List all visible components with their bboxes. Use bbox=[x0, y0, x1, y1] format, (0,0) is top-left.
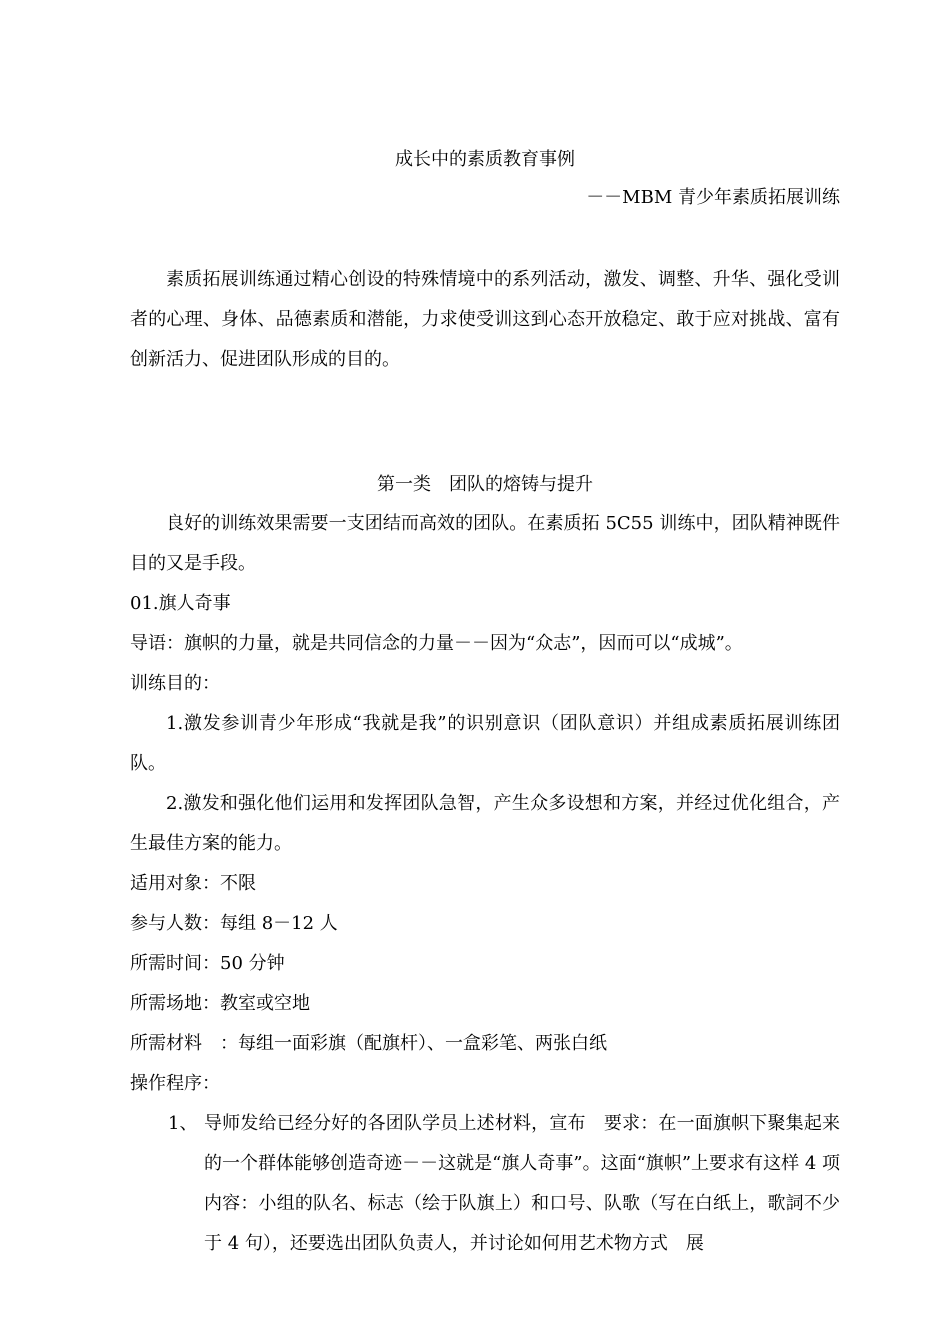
item-title: 01.旗人奇事 bbox=[130, 593, 231, 614]
step-text: 导师发给已经分好的各团队学员上述材料，宣布 要求：在一面旗帜下聚集起来的一个群体能够创造奇迹－－这就是“旗人奇事”。这面“旗帜”上要求有这样 4 项内容：小组的队名、标志（绘于队旗上）和口号、队歌（写在白纸上，歌詞不少于 4 句），还要选出团队负责人，并讨论如何用艺术物方式 展 bbox=[204, 1113, 840, 1254]
section-title: 第一类 团队的熔铸与提升 bbox=[377, 474, 593, 495]
lead-paragraph: 导语：旗帜的力量，就是共同信念的力量－－因为“众志”，因而可以“成城”。 bbox=[130, 633, 743, 654]
goals-label: 训练目的： bbox=[130, 673, 220, 694]
materials-line: 所需材料 ：每组一面彩旗（配旗杆）、一盒彩笔、两张白纸 bbox=[130, 1033, 607, 1054]
procedure-step-1 bbox=[130, 1104, 840, 1264]
target-line: 适用对象：不限 bbox=[130, 873, 256, 894]
section-intro-paragraph: 良好的训练效果需要一支团结而高效的团队。在素质拓 5C55 训练中，团队精神既件目的又是手段。 bbox=[130, 513, 840, 574]
document-title: 成长中的素质教育事例 bbox=[395, 149, 575, 170]
venue-line: 所需场地：教室或空地 bbox=[130, 993, 310, 1014]
document-page bbox=[130, 140, 840, 1264]
procedure-label: 操作程序： bbox=[130, 1073, 220, 1094]
people-line: 参与人数：每组 8－12 人 bbox=[130, 913, 338, 934]
goal-item-2: 2.激发和强化他们运用和发挥团队急智，产生众多设想和方案，并经过优化组合，产生最佳方案的能力。 bbox=[130, 793, 840, 854]
intro-paragraph: 素质拓展训练通过精心创设的特殊情境中的系列活动，激发、调整、升华、强化受训者的心理、身体、品德素质和潜能，力求使受训这到心态开放稳定、敢于应对挑战、富有创新活力、促进团队形成的目的。 bbox=[130, 269, 840, 370]
document-subtitle: －－MBM 青少年素质拓展训练 bbox=[586, 187, 840, 208]
goal-item-1: 1.激发参训青少年形成“我就是我”的识别意识（团队意识）并组成素质拓展训练团队。 bbox=[130, 713, 840, 774]
time-line: 所需时间：50 分钟 bbox=[130, 953, 285, 974]
step-number: 1、 bbox=[168, 1113, 198, 1134]
